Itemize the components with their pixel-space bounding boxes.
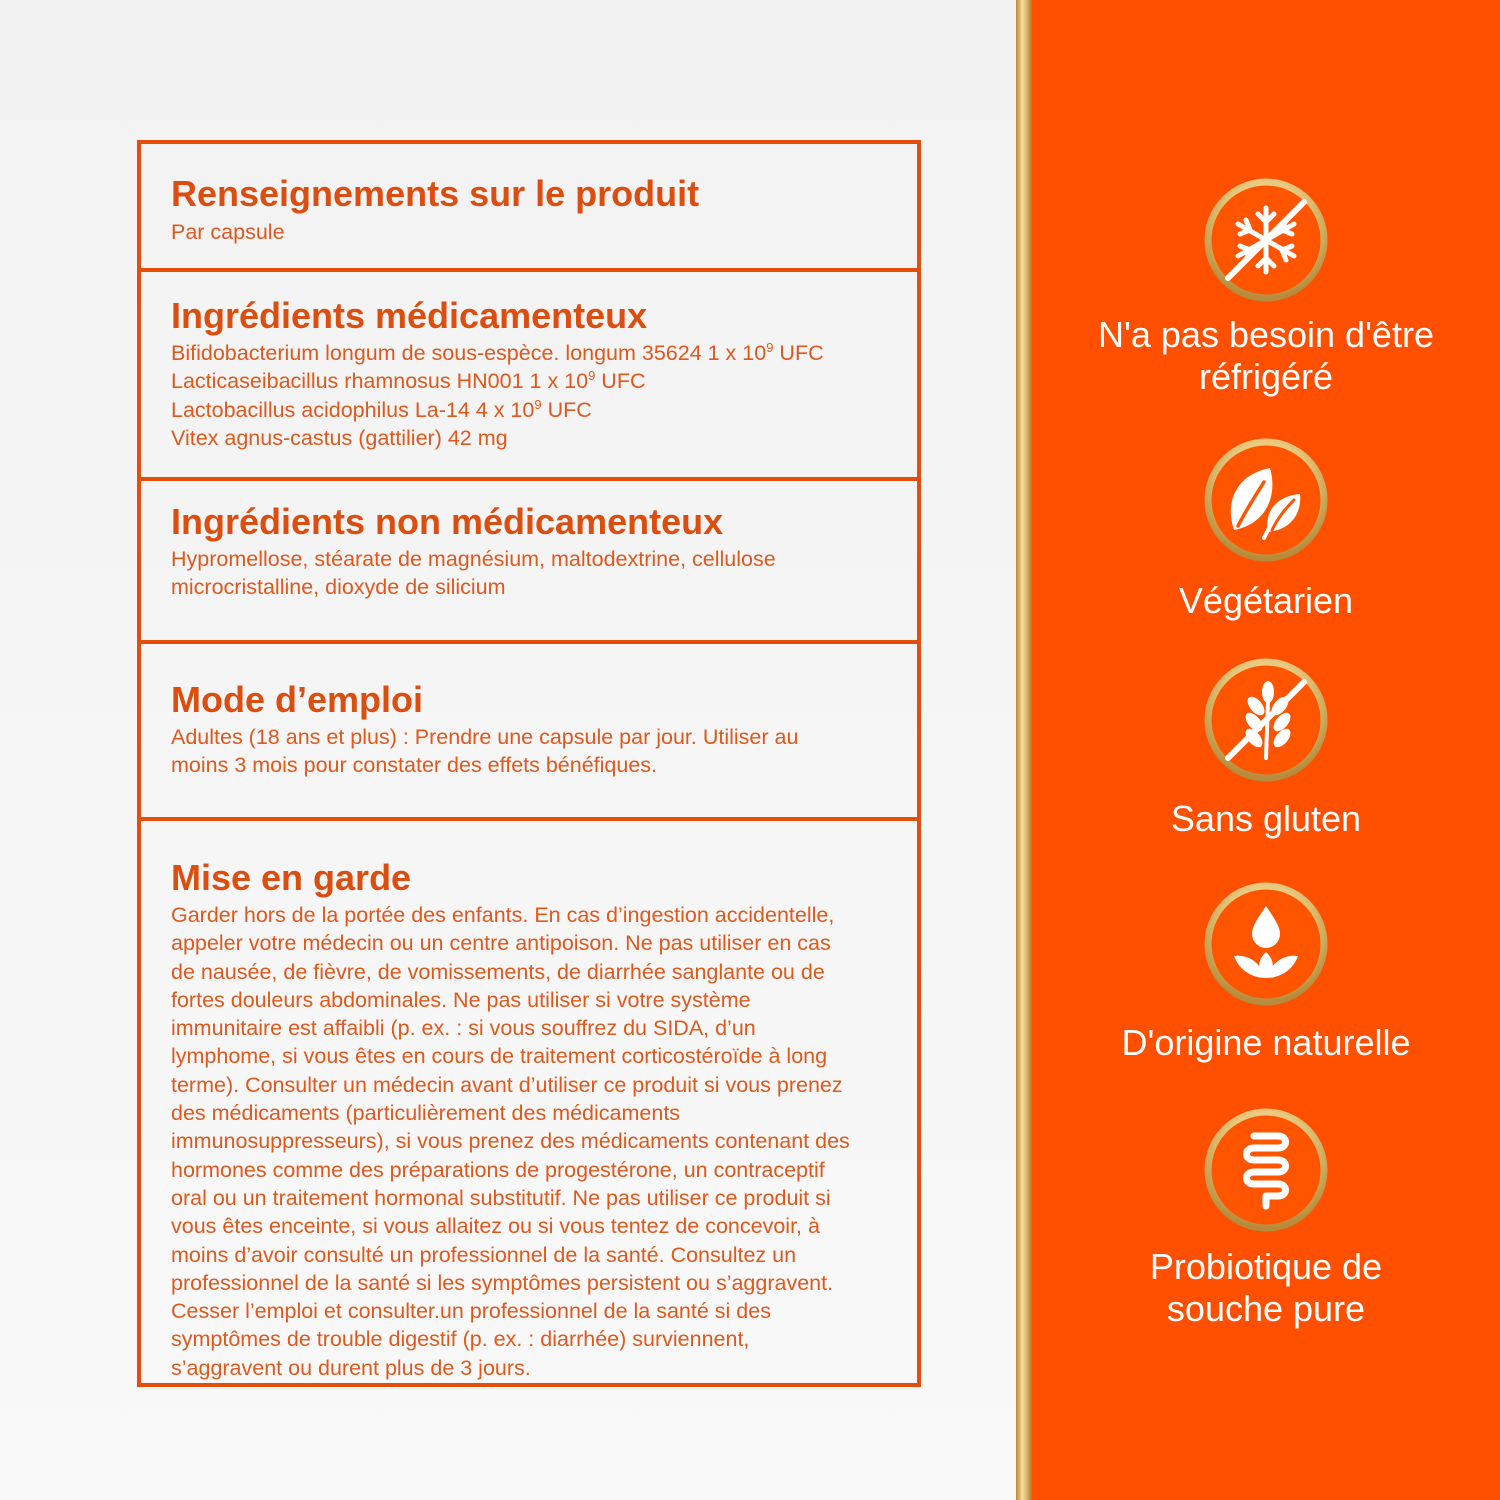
medicinal-line: Bifidobacterium longum de sous-espèce. longum 35624 1 x $10^9$ UFC	[171, 339, 824, 365]
badge-gluten-free	[1032, 658, 1500, 840]
section-divider	[141, 817, 917, 821]
badge-pure-strain-probiotic	[1032, 1108, 1500, 1330]
leaves-icon	[1204, 438, 1328, 562]
non-medicinal-text: Hypromellose, stéarate de magnésium, maltodextrine, cellulose microcristalline, dioxyde de silicium	[171, 547, 776, 600]
gold-divider-strip	[1016, 0, 1032, 1500]
section-divider	[141, 640, 917, 644]
non-medicinal-section	[141, 502, 917, 602]
badge-natural-origin	[1032, 882, 1500, 1064]
badge-label: N'a pas besoin d'être réfrigéré	[1098, 314, 1434, 397]
directions-section	[141, 680, 917, 780]
medicinal-line: Vitex agnus-castus (gattilier) 42 mg	[171, 425, 508, 450]
drop-plant-icon	[1204, 882, 1328, 1006]
product-info-box	[137, 140, 921, 1387]
no-wheat-icon	[1204, 658, 1328, 782]
medicinal-line: Lactobacillus acidophilus La-14 4 x $10^9$ UFC	[171, 396, 592, 422]
medicinal-line: Lacticaseibacillus rhamnosus HN001 1 x $10^9$ UFC	[171, 368, 646, 394]
badge-vegetarian	[1032, 438, 1500, 622]
non-medicinal-title: Ingrédients non médicamenteux	[171, 501, 724, 542]
badge-label: Probiotique de souche pure	[1149, 1246, 1383, 1329]
medicinal-list	[171, 339, 893, 452]
warning-text: Garder hors de la portée des enfants. En cas d’ingestion accidentelle, appeler votre médecin ou un centre antipoison. Ne pas utiliser en cas de nausée, de fièvre, de vomissements, de diarrhée sanglante ou de fortes douleurs abdominales. Ne pas utiliser si votre système immunitaire est affaibli (p. ex. : si vous souffrez du SIDA, d’un lymphome, si vous êtes en cours de traitement corticostéroïde à long terme). Consulter un médecin avant d’utiliser ce produit si vous prenez des médicaments (particulièrement des médicaments immunosuppresseurs), si vous prenez des médicaments contenant des hormones comme des préparations de progestérone, un contraceptif oral ou un traitement hormonal substitutif. Ne pas utiliser ce produit si vous êtes enceinte, si vous allaitez ou si vous tentez de concevoir, à moins d’avoir consulté un professionnel de la santé. Consultez un professionnel de la santé si les symptômes persistent ou s’aggravent. Cesser l’emploi et consulter.un professionnel de la santé si des symptômes de trouble digestif (p. ex. : diarrhée) surviennent, s’aggravent ou durent plus de 3 jours.	[171, 903, 850, 1380]
directions-title: Mode d’emploi	[171, 679, 423, 720]
section-divider	[141, 477, 917, 481]
warning-title: Mise en garde	[171, 857, 412, 898]
medicinal-title: Ingrédients médicamenteux	[171, 295, 648, 336]
no-snowflake-icon	[1204, 178, 1328, 302]
badge-label: D'origine naturelle	[1121, 1022, 1411, 1063]
badge-label: Sans gluten	[1170, 798, 1362, 839]
section-divider	[141, 268, 917, 272]
product-info-subtitle: Par capsule	[171, 220, 285, 244]
medicinal-section	[141, 296, 917, 452]
product-info-title: Renseignements sur le produit	[171, 173, 700, 214]
badge-no-refrigeration	[1032, 178, 1500, 398]
intestine-icon	[1204, 1108, 1328, 1232]
directions-text: Adultes (18 ans et plus) : Prendre une capsule par jour. Utiliser au moins 3 mois pour constater des effets bénéfiques.	[171, 725, 799, 778]
warning-section	[141, 858, 917, 1382]
product-info-section	[141, 174, 917, 246]
badge-label: Végétarien	[1178, 580, 1354, 621]
